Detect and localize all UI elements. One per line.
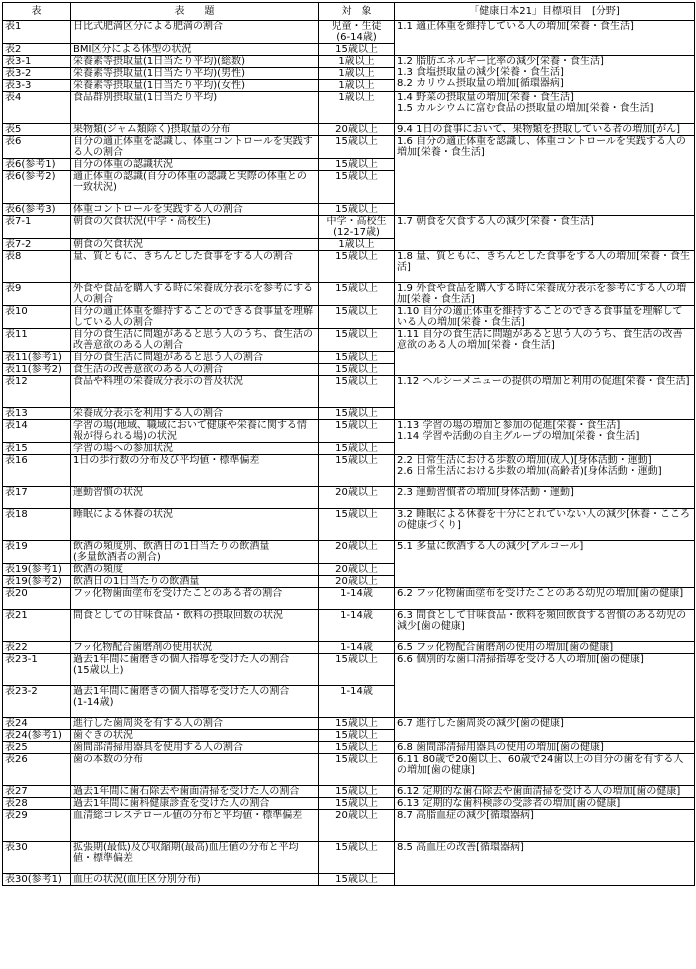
- table-row: [3, 455, 695, 487]
- table-title-cell: 拡張期(最低)及び収縮期(最高)血圧値の分布と平均値・標準偏差: [71, 842, 319, 874]
- target-group-cell: 20歳以上: [319, 810, 395, 842]
- target-group-cell: 20歳以上: [319, 124, 395, 136]
- table-title-cell: 栄養素等摂取量(1日当たり平均)(総数): [71, 56, 319, 68]
- table-number-cell: 表5: [3, 124, 71, 136]
- goal-item-cell: 1.11 自分の食生活に問題があると思う人のうち、食生活の改善意欲のある人の増加[栄養・食生活]: [395, 329, 695, 376]
- goal-item-cell: 8.7 高脂血症の減少[循環器病]: [395, 810, 695, 842]
- table-title-cell: 歯の本数の分布: [71, 754, 319, 786]
- table-row: [3, 541, 695, 564]
- table-title-cell: 食生活の改善意欲のある人の割合: [71, 364, 319, 376]
- goal-items-table: [2, 2, 695, 886]
- table-title-cell: 自分の食生活に問題があると思う人のうち、食生活の改善意欲のある人の割合: [71, 329, 319, 352]
- table-title-cell: 朝食の欠食状況: [71, 239, 319, 251]
- table-title-cell: 運動習慣の状況: [71, 487, 319, 509]
- goal-item-cell: 6.3 間食として甘味食品・飲料を頻回飲食する習慣のある幼児の減少[歯の健康]: [395, 610, 695, 642]
- target-group-cell: 20歳以上: [319, 576, 395, 588]
- target-group-cell: 15歳以上: [319, 786, 395, 798]
- target-group-cell: 15歳以上: [319, 408, 395, 420]
- table-row: [3, 742, 695, 754]
- table-number-cell: 表6(参考3): [3, 204, 71, 216]
- goal-item-cell: 1.10 自分の適正体重を維持することのできる食事量を理解している人の増加[栄養・食生活]: [395, 306, 695, 329]
- target-group-cell: 20歳以上: [319, 564, 395, 576]
- table-row: [3, 718, 695, 730]
- table-title-cell: 食品群別摂取量(1日当たり平均): [71, 92, 319, 124]
- table-title-cell: 歯ぐきの状況: [71, 730, 319, 742]
- target-group-cell: 15歳以上: [319, 364, 395, 376]
- target-group-cell: 15歳以上: [319, 159, 395, 171]
- table-number-cell: 表21: [3, 610, 71, 642]
- table-number-cell: 表19(参考2): [3, 576, 71, 588]
- table-title-cell: 学習の場(地域、職域において健康や栄養に関する情報が得られる場)の状況: [71, 420, 319, 443]
- table-title-cell: 自分の適正体重を維持することのできる食事量を理解している人の割合: [71, 306, 319, 329]
- table-number-cell: 表3-2: [3, 68, 71, 80]
- target-group-cell: 中学・高校生 (12-17歳): [319, 216, 395, 239]
- table-number-cell: 表6(参考1): [3, 159, 71, 171]
- table-title-cell: 血清総コレステロール値の分布と平均値・標準偏差: [71, 810, 319, 842]
- target-group-cell: 15歳以上: [319, 654, 395, 686]
- table-number-cell: 表17: [3, 487, 71, 509]
- target-group-cell: 15歳以上: [319, 730, 395, 742]
- target-group-cell: 15歳以上: [319, 171, 395, 204]
- table-title-cell: 飲酒日の1日当たりの飲酒量: [71, 576, 319, 588]
- table-row: [3, 283, 695, 306]
- table-number-cell: 表2: [3, 44, 71, 56]
- goal-item-cell: 1.9 外食や食品を購入する時に栄養成分表示を参考にする人の増加[栄養・食生活]: [395, 283, 695, 306]
- table-row: [3, 487, 695, 509]
- target-group-cell: 1-14歳: [319, 642, 395, 654]
- table-row: [3, 642, 695, 654]
- table-row: [3, 56, 695, 68]
- goal-item-cell: 1.13 学習の場の増加と参加の促進[栄養・食生活] 1.14 学習や活動の自主グループの増加[栄養・食生活]: [395, 420, 695, 455]
- table-row: [3, 216, 695, 239]
- table-title-cell: 過去1年間に歯石除去や歯面清掃を受けた人の割合: [71, 786, 319, 798]
- target-group-cell: 15歳以上: [319, 754, 395, 786]
- table-number-cell: 表6: [3, 136, 71, 159]
- table-number-cell: 表1: [3, 21, 71, 44]
- table-row: [3, 654, 695, 686]
- table-row: [3, 754, 695, 786]
- table-title-cell: 自分の適正体重を認識し、体重コントロールを実践する人の割合: [71, 136, 319, 159]
- table-row: [3, 588, 695, 610]
- target-group-cell: 1歳以上: [319, 68, 395, 80]
- table-number-cell: 表8: [3, 251, 71, 283]
- target-group-cell: 20歳以上: [319, 541, 395, 564]
- target-group-cell: 15歳以上: [319, 455, 395, 487]
- table-title-cell: 栄養素等摂取量(1日当たり平均)(女性): [71, 80, 319, 92]
- target-group-cell: 15歳以上: [319, 204, 395, 216]
- table-number-cell: 表6(参考2): [3, 171, 71, 204]
- target-group-cell: 1-14歳: [319, 588, 395, 610]
- table-body: [3, 21, 695, 886]
- header-target: 対 象: [319, 3, 395, 21]
- target-group-cell: 15歳以上: [319, 443, 395, 455]
- goal-item-cell: 1.7 朝食を欠食する人の減少[栄養・食生活]: [395, 216, 695, 251]
- table-row: [3, 136, 695, 159]
- goal-item-cell: 1.6 自分の適正体重を認識し、体重コントロールを実践する人の増加[栄養・食生活]: [395, 136, 695, 216]
- table-row: [3, 251, 695, 283]
- header-goal: 「健康日本21」目標項目 [分野]: [395, 3, 695, 21]
- table-title-cell: 飲酒の頻度: [71, 564, 319, 576]
- table-number-cell: 表26: [3, 754, 71, 786]
- target-group-cell: 15歳以上: [319, 352, 395, 364]
- table-number-cell: 表30(参考1): [3, 874, 71, 886]
- goal-item-cell: 6.6 個別的な歯口清掃指導を受ける人の増加[歯の健康]: [395, 654, 695, 718]
- table-title-cell: 食品や料理の栄養成分表示の普及状況: [71, 376, 319, 408]
- target-group-cell: 15歳以上: [319, 874, 395, 886]
- target-group-cell: 20歳以上: [319, 487, 395, 509]
- table-title-cell: 過去1年間に歯磨きの個人指導を受けた人の割合 (1-14歳): [71, 686, 319, 718]
- target-group-cell: 15歳以上: [319, 718, 395, 730]
- table-title-cell: 睡眠による休養の状況: [71, 509, 319, 541]
- goal-item-cell: 6.5 フッ化物配合歯磨剤の使用の増加[歯の健康]: [395, 642, 695, 654]
- table-number-cell: 表11: [3, 329, 71, 352]
- table-number-cell: 表30: [3, 842, 71, 874]
- table-title-cell: 栄養素等摂取量(1日当たり平均)(男性): [71, 68, 319, 80]
- target-group-cell: 1歳以上: [319, 80, 395, 92]
- goal-item-cell: 3.2 睡眠による休養を十分にとれていない人の減少[休養・こころの健康づくり]: [395, 509, 695, 541]
- table-number-cell: 表22: [3, 642, 71, 654]
- table-title-cell: 過去1年間に歯磨きの個人指導を受けた人の割合 (15歳以上): [71, 654, 319, 686]
- table-number-cell: 表19(参考1): [3, 564, 71, 576]
- target-group-cell: 15歳以上: [319, 44, 395, 56]
- table-title-cell: 体重コントロールを実践する人の割合: [71, 204, 319, 216]
- table-number-cell: 表19: [3, 541, 71, 564]
- table-title-cell: 果物類(ジャム類除く)摂取量の分布: [71, 124, 319, 136]
- table-title-cell: 日比式肥満区分による肥満の割合: [71, 21, 319, 44]
- goal-item-cell: 6.12 定期的な歯石除去や歯面清掃を受ける人の増加[歯の健康]: [395, 786, 695, 798]
- table-title-cell: 適正体重の認識(自分の体重の認識と実際の体重との一致状況): [71, 171, 319, 204]
- table-number-cell: 表29: [3, 810, 71, 842]
- target-group-cell: 1歳以上: [319, 56, 395, 68]
- table-title-cell: 朝食の欠食状況(中学・高校生): [71, 216, 319, 239]
- target-group-cell: 15歳以上: [319, 306, 395, 329]
- goal-item-cell: 1.1 適正体重を維持している人の増加[栄養・食生活]: [395, 21, 695, 56]
- table-number-cell: 表7-2: [3, 239, 71, 251]
- goal-item-cell: 2.2 日常生活における歩数の増加(成人)[身体活動・運動] 2.6 日常生活における歩数の増加(高齢者)[身体活動・運動]: [395, 455, 695, 487]
- target-group-cell: 15歳以上: [319, 329, 395, 352]
- table-number-cell: 表23-1: [3, 654, 71, 686]
- goal-item-cell: 6.8 歯間部清掃用器具の使用の増加[歯の健康]: [395, 742, 695, 754]
- table-number-cell: 表10: [3, 306, 71, 329]
- table-row: [3, 810, 695, 842]
- table-title-cell: BMI区分による体型の状況: [71, 44, 319, 56]
- goal-item-cell: 6.7 進行した歯周炎の減少[歯の健康]: [395, 718, 695, 742]
- table-title-cell: 過去1年間に歯科健康診査を受けた人の割合: [71, 798, 319, 810]
- table-number-cell: 表13: [3, 408, 71, 420]
- table-number-cell: 表15: [3, 443, 71, 455]
- target-group-cell: 15歳以上: [319, 376, 395, 408]
- table-number-cell: 表23-2: [3, 686, 71, 718]
- table-number-cell: 表18: [3, 509, 71, 541]
- table-number-cell: 表3-3: [3, 80, 71, 92]
- table-row: [3, 329, 695, 352]
- target-group-cell: 15歳以上: [319, 136, 395, 159]
- target-group-cell: 15歳以上: [319, 251, 395, 283]
- table-row: [3, 92, 695, 124]
- target-group-cell: 15歳以上: [319, 742, 395, 754]
- table-title-cell: フッ化物配合歯磨剤の使用状況: [71, 642, 319, 654]
- target-group-cell: 15歳以上: [319, 798, 395, 810]
- table-row: [3, 842, 695, 874]
- table-number-cell: 表14: [3, 420, 71, 443]
- table-number-cell: 表9: [3, 283, 71, 306]
- target-group-cell: 1-14歳: [319, 686, 395, 718]
- goal-item-cell: 9.4 1日の食事において、果物類を摂取している者の増加[がん]: [395, 124, 695, 136]
- table-number-cell: 表24: [3, 718, 71, 730]
- table-title-cell: 1日の歩行数の分布及び平均値・標準偏差: [71, 455, 319, 487]
- table-number-cell: 表16: [3, 455, 71, 487]
- table-number-cell: 表11(参考2): [3, 364, 71, 376]
- header-table-no: 表: [3, 3, 71, 21]
- table-title-cell: 歯間部清掃用器具を使用する人の割合: [71, 742, 319, 754]
- goal-item-cell: 5.1 多量に飲酒する人の減少[アルコール]: [395, 541, 695, 588]
- goal-item-cell: 2.3 運動習慣者の増加[身体活動・運動]: [395, 487, 695, 509]
- table-row: [3, 376, 695, 408]
- goal-item-cell: 6.11 80歳で20歯以上、60歳で24歯以上の自分の歯を有する人の増加[歯の健康]: [395, 754, 695, 786]
- target-group-cell: 1歳以上: [319, 92, 395, 124]
- table-row: [3, 786, 695, 798]
- goal-item-cell: 8.5 高血圧の改善[循環器病]: [395, 842, 695, 886]
- table-title-cell: フッ化物歯面塗布を受けたことのある者の割合: [71, 588, 319, 610]
- target-group-cell: 1-14歳: [319, 610, 395, 642]
- goal-item-cell: 6.2 フッ化物歯面塗布を受けたことのある幼児の増加[歯の健康]: [395, 588, 695, 610]
- table-number-cell: 表25: [3, 742, 71, 754]
- table-number-cell: 表11(参考1): [3, 352, 71, 364]
- table-number-cell: 表12: [3, 376, 71, 408]
- goal-item-cell: 1.4 野菜の摂取量の増加[栄養・食生活] 1.5 カルシウムに富む食品の摂取量の増加[栄養・食生活]: [395, 92, 695, 124]
- goal-item-cell: 1.12 ヘルシーメニューの提供の増加と利用の促進[栄養・食生活]: [395, 376, 695, 420]
- target-group-cell: 15歳以上: [319, 842, 395, 874]
- table-title-cell: 栄養成分表示を利用する人の割合: [71, 408, 319, 420]
- goal-item-cell: 1.2 脂肪エネルギー比率の減少[栄養・食生活] 1.3 食塩摂取量の減少[栄養・食生活] 8.2 カリウム摂取量の増加[循環器病]: [395, 56, 695, 92]
- goal-item-cell: 6.13 定期的な歯科検診の受診者の増加[歯の健康]: [395, 798, 695, 810]
- table-row: [3, 610, 695, 642]
- table-title-cell: 学習の場への参加状況: [71, 443, 319, 455]
- table-number-cell: 表24(参考1): [3, 730, 71, 742]
- table-number-cell: 表28: [3, 798, 71, 810]
- header-title: 表 題: [71, 3, 319, 21]
- target-group-cell: 児童・生徒 (6-14歳): [319, 21, 395, 44]
- table-row: [3, 21, 695, 44]
- table-number-cell: 表7-1: [3, 216, 71, 239]
- table-title-cell: 間食としての甘味食品・飲料の摂取回数の状況: [71, 610, 319, 642]
- target-group-cell: 15歳以上: [319, 420, 395, 443]
- table-number-cell: 表20: [3, 588, 71, 610]
- table-title-cell: 量、質ともに、きちんとした食事をする人の割合: [71, 251, 319, 283]
- table-number-cell: 表3-1: [3, 56, 71, 68]
- table-title-cell: 自分の体重の認識状況: [71, 159, 319, 171]
- table-number-cell: 表4: [3, 92, 71, 124]
- table-row: [3, 798, 695, 810]
- table-title-cell: 血圧の状況(血圧区分別分布): [71, 874, 319, 886]
- table-row: [3, 124, 695, 136]
- target-group-cell: 1歳以上: [319, 239, 395, 251]
- table-title-cell: 飲酒の頻度別、飲酒日の1日当たりの飲酒量 (多量飲酒者の割合): [71, 541, 319, 564]
- target-group-cell: 15歳以上: [319, 283, 395, 306]
- target-group-cell: 15歳以上: [319, 509, 395, 541]
- table-row: [3, 509, 695, 541]
- table-row: [3, 306, 695, 329]
- table-row: [3, 420, 695, 443]
- header-row: [3, 3, 695, 21]
- table-title-cell: 外食や食品を購入する時に栄養成分表示を参考にする人の割合: [71, 283, 319, 306]
- table-title-cell: 進行した歯周炎を有する人の割合: [71, 718, 319, 730]
- table-number-cell: 表27: [3, 786, 71, 798]
- goal-item-cell: 1.8 量、質ともに、きちんとした食事をする人の増加[栄養・食生活]: [395, 251, 695, 283]
- table-title-cell: 自分の食生活に問題があると思う人の割合: [71, 352, 319, 364]
